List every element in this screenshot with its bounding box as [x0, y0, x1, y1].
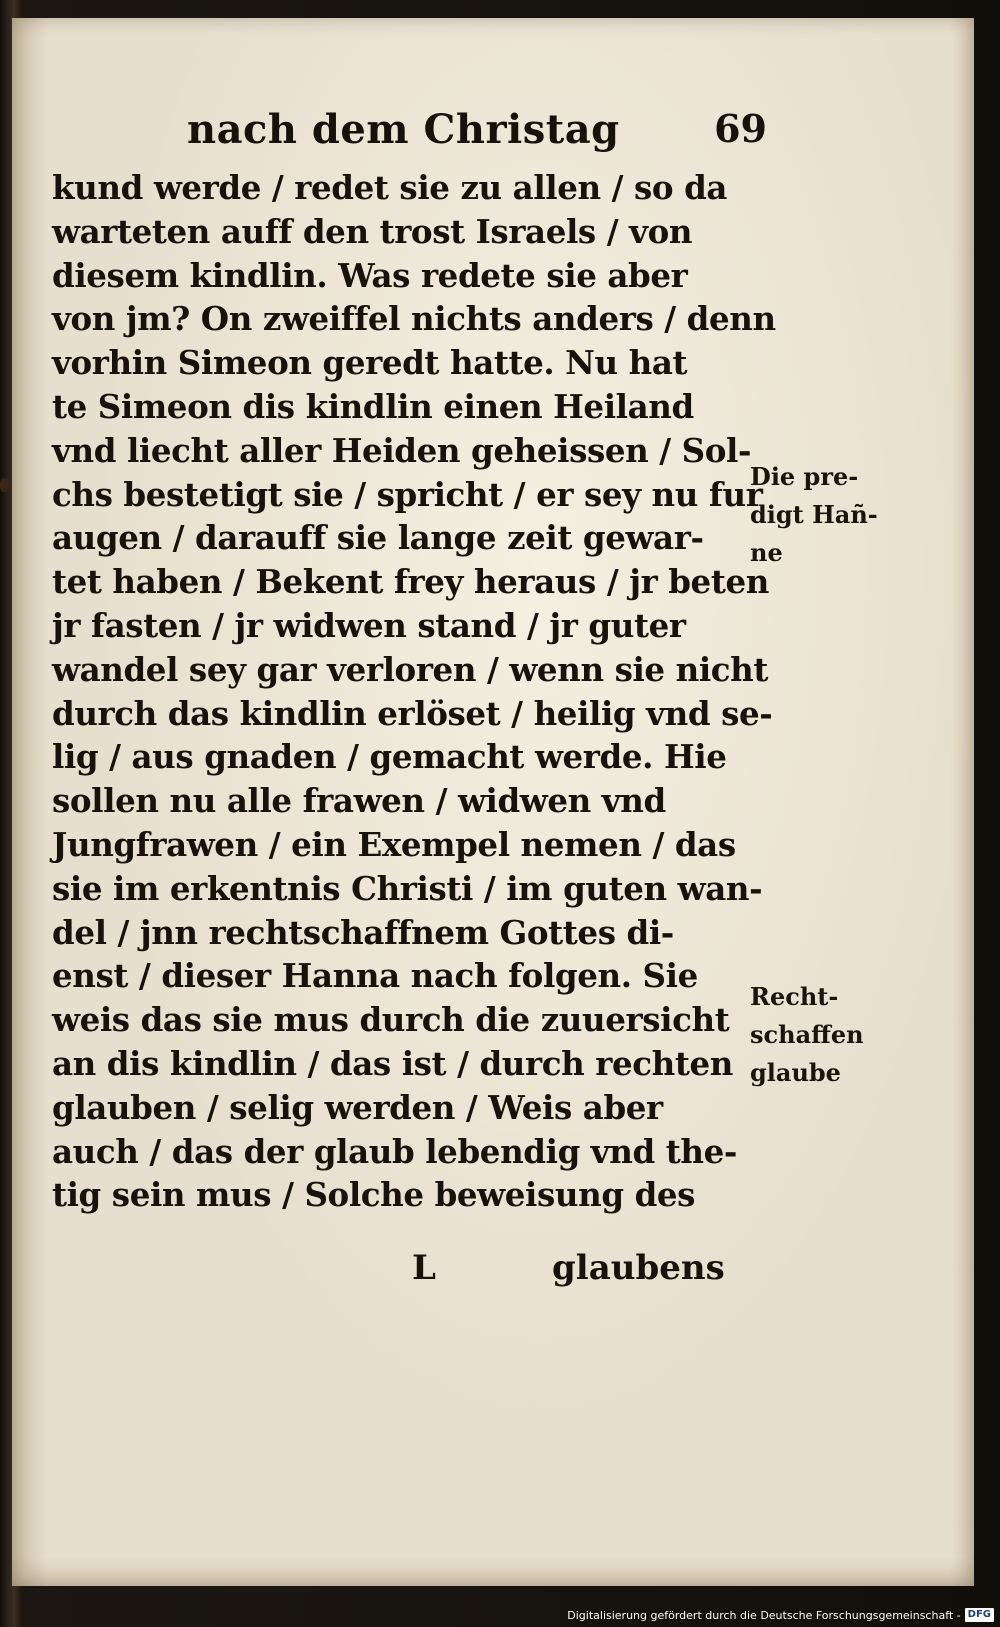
- page-edge-mark: [0, 478, 9, 492]
- text-line: diesem kindlin. Was redete sie aber: [52, 255, 688, 295]
- text-line: weis das sie mus durch die zuuersicht: [52, 1000, 730, 1040]
- text-line: tet haben / Bekent frey heraus / jr beten: [52, 562, 769, 602]
- text-line: sollen nu alle frawen / widwen vnd: [52, 781, 666, 821]
- text-line: lig / aus gnaden / gemacht werde. Hie: [52, 737, 727, 777]
- text-line: chs bestetigt sie / spricht / er sey nu fur: [52, 474, 763, 514]
- marginal-note-line: schaffen: [750, 1020, 864, 1049]
- marginal-note-line: digt Hañ-: [750, 500, 878, 529]
- signature-mark: L: [412, 1248, 436, 1288]
- marginal-note-rechtschaffen-glaube: [750, 978, 900, 1092]
- page-number: 69: [714, 106, 767, 151]
- book-page: [12, 18, 974, 1586]
- text-line: vorhin Simeon geredt hatte. Nu hat: [52, 343, 688, 383]
- text-line: durch das kindlin erlöset / heilig vnd se-: [52, 693, 773, 733]
- text-line: sie im erkentnis Christi / im guten wan-: [52, 868, 763, 908]
- text-line: te Simeon dis kindlin einen Heiland: [52, 386, 694, 426]
- marginal-note-line: glaube: [750, 1058, 841, 1087]
- marginal-note-line: Die pre-: [750, 462, 859, 491]
- text-line: kund werde / redet sie zu allen / so da: [52, 168, 728, 207]
- marginal-note-predigt-hanne: [750, 458, 900, 572]
- digitization-credit: [567, 1606, 994, 1624]
- marginal-note-line: ne: [750, 538, 783, 567]
- text-line: Jungfrawen / ein Exempel nemen / das: [52, 824, 736, 864]
- text-line: von jm? On zweiffel nichts anders / denn: [52, 299, 776, 339]
- page-header: [187, 106, 767, 162]
- text-line: jr fasten / jr widwen stand / jr guter: [52, 605, 686, 645]
- marginal-note-line: Recht-: [750, 982, 839, 1011]
- text-line: wandel sey gar verloren / wenn sie nicht: [52, 649, 769, 689]
- running-head: nach dem Christag: [187, 106, 620, 153]
- text-line: glauben / selig werden / Weis aber: [52, 1087, 663, 1127]
- text-line: auch / das der glaub lebendig vnd the-: [52, 1131, 737, 1171]
- text-line: warteten auff den trost Israels / von: [52, 211, 693, 251]
- text-line: enst / dieser Hanna nach folgen. Sie: [52, 956, 698, 996]
- dfg-logo: DFG: [965, 1608, 994, 1622]
- text-line: vnd liecht aller Heiden geheissen / Sol-: [52, 430, 752, 470]
- body-text: [52, 166, 776, 1217]
- text-line: del / jnn rechtschaffnem Gottes di-: [52, 912, 674, 952]
- catchword: glaubens: [552, 1248, 725, 1288]
- text-line: augen / darauff sie lange zeit gewar-: [52, 518, 704, 558]
- text-line: tig sein mus / Solche beweisung des: [52, 1175, 696, 1215]
- credit-text: Digitalisierung gefördert durch die Deutsche Forschungsgemeinschaft -: [567, 1608, 961, 1622]
- text-line: an dis kindlin / das ist / durch rechten: [52, 1043, 734, 1083]
